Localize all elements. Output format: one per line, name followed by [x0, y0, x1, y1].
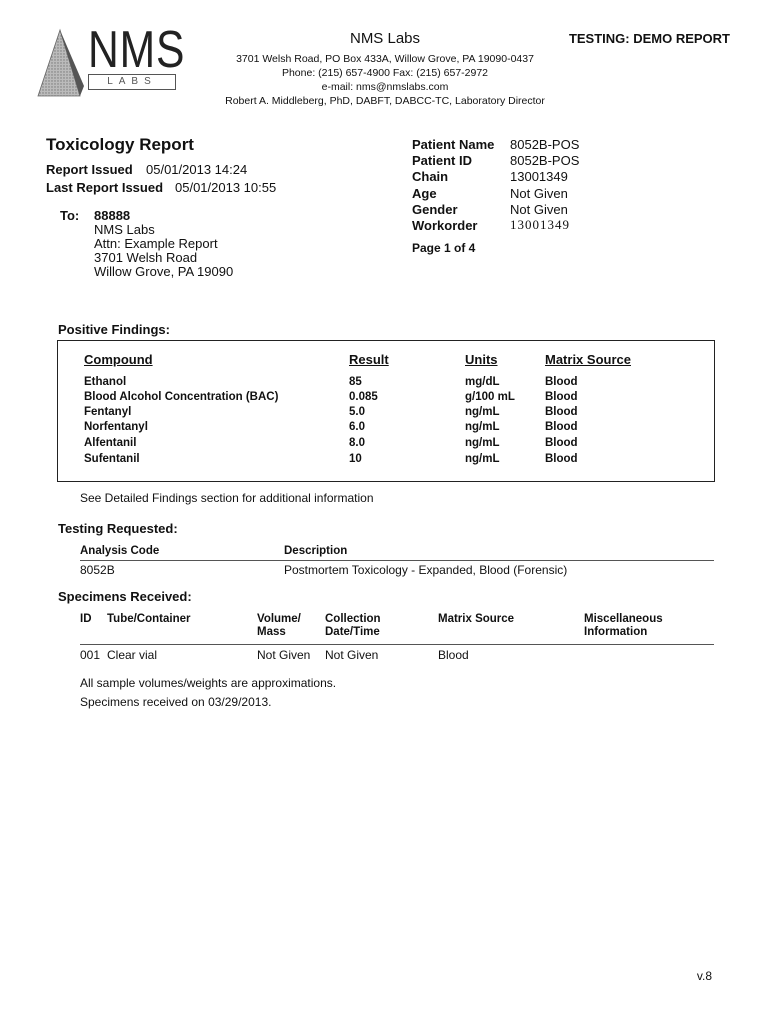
lab-email: e-mail: nms@nmslabs.com	[321, 81, 449, 93]
workorder-label: Workorder	[412, 218, 478, 233]
last-report-label: Last Report Issued	[46, 180, 164, 195]
specimens-header-mass: Mass	[257, 626, 286, 638]
findings-header-matrix: Matrix Source	[545, 352, 631, 367]
findings-note: See Detailed Findings section for additional information	[80, 491, 374, 505]
finding-result: 10	[349, 453, 362, 465]
lab-address: 3701 Welsh Road, PO Box 433A, Willow Grove, PA 19090-0437	[236, 53, 534, 65]
testing-divider	[80, 560, 714, 561]
testing-header-code: Analysis Code	[80, 545, 160, 557]
specimens-header-datetime: Date/Time	[325, 626, 380, 638]
specimen-volume: Not Given	[257, 648, 311, 662]
specimen-collection: Not Given	[325, 648, 379, 662]
finding-result: 85	[349, 376, 362, 388]
page-number: Page 1 of 4	[412, 241, 476, 255]
specimens-received-title: Specimens Received:	[58, 589, 192, 604]
specimen-id: 001	[80, 648, 101, 662]
finding-matrix: Blood	[545, 437, 578, 449]
workorder-value: 13001349	[510, 217, 570, 232]
testing-header-description: Description	[284, 545, 348, 557]
finding-compound: Ethanol	[84, 376, 127, 388]
testing-description: Postmortem Toxicology - Expanded, Blood (Forensic)	[284, 563, 568, 577]
finding-units: ng/mL	[465, 437, 500, 449]
finding-compound: Fentanyl	[84, 406, 132, 418]
to-line: NMS Labs	[94, 222, 155, 237]
finding-units: ng/mL	[465, 406, 500, 418]
finding-matrix: Blood	[545, 376, 578, 388]
lab-phone: Phone: (215) 657-4900 Fax: (215) 657-2972	[281, 67, 489, 79]
specimens-divider	[80, 644, 714, 645]
report-issued-value: 05/01/2013 14:24	[146, 162, 248, 177]
finding-compound: Alfentanil	[84, 437, 137, 449]
findings-header-result: Result	[349, 352, 389, 367]
positive-findings-title: Positive Findings:	[58, 322, 170, 337]
finding-units: g/100 mL	[465, 391, 515, 403]
gender-label: Gender	[412, 202, 458, 217]
logo-subtitle: LABS	[88, 74, 176, 90]
specimens-header-volume: Volume/	[257, 613, 301, 625]
specimen-tube: Clear vial	[107, 648, 158, 662]
finding-matrix: Blood	[545, 406, 578, 418]
finding-result: 0.085	[349, 391, 378, 403]
patient-name-label: Patient Name	[412, 137, 495, 152]
finding-compound: Sufentanil	[84, 453, 140, 465]
finding-result: 8.0	[349, 437, 365, 449]
finding-matrix: Blood	[545, 391, 578, 403]
finding-compound: Norfentanyl	[84, 421, 148, 433]
to-label: To:	[60, 208, 80, 223]
age-value: Not Given	[510, 186, 568, 201]
to-line: 3701 Welsh Road	[94, 250, 198, 265]
to-id: 88888	[94, 208, 131, 223]
report-title: Toxicology Report	[46, 135, 194, 154]
testing-requested-title: Testing Requested:	[58, 521, 178, 536]
finding-result: 6.0	[349, 421, 365, 433]
testing-banner: TESTING: DEMO REPORT	[568, 31, 730, 46]
specimens-note: All sample volumes/weights are approximations.	[80, 676, 337, 690]
specimens-header-tube: Tube/Container	[107, 613, 191, 625]
patient-id-label: Patient ID	[412, 153, 472, 168]
findings-header-units: Units	[465, 352, 498, 367]
lab-name: NMS Labs	[349, 30, 421, 47]
specimens-header-misc: Miscellaneous	[584, 613, 663, 625]
logo-wordmark: NMS	[88, 21, 186, 79]
gender-value: Not Given	[510, 202, 568, 217]
testing-code: 8052B	[80, 563, 115, 577]
finding-matrix: Blood	[545, 453, 578, 465]
specimens-header-collection: Collection	[325, 613, 381, 625]
finding-units: ng/mL	[465, 453, 500, 465]
to-line: Willow Grove, PA 19090	[94, 264, 234, 279]
to-line: Attn: Example Report	[94, 236, 218, 251]
patient-name-value: 8052B-POS	[510, 137, 580, 152]
age-label: Age	[412, 186, 437, 201]
specimens-header-matrix: Matrix Source	[438, 613, 515, 625]
finding-result: 5.0	[349, 406, 365, 418]
specimens-header-information: Information	[584, 626, 648, 638]
findings-header-compound: Compound	[84, 352, 153, 367]
finding-units: mg/dL	[465, 376, 500, 388]
version-label: v.8	[696, 969, 712, 983]
finding-compound: Blood Alcohol Concentration (BAC)	[84, 391, 279, 403]
lab-director: Robert A. Middleberg, PhD, DABFT, DABCC-TC, Laboratory Director	[225, 95, 545, 107]
finding-matrix: Blood	[545, 421, 578, 433]
specimens-header-id: ID	[80, 613, 92, 625]
finding-units: ng/mL	[465, 421, 500, 433]
chain-value: 13001349	[510, 169, 568, 184]
chain-label: Chain	[412, 169, 449, 184]
specimen-matrix: Blood	[438, 648, 469, 662]
last-report-value: 05/01/2013 10:55	[175, 180, 277, 195]
report-issued-label: Report Issued	[46, 162, 133, 177]
specimens-note: Specimens received on 03/29/2013.	[80, 695, 272, 709]
patient-id-value: 8052B-POS	[510, 153, 580, 168]
